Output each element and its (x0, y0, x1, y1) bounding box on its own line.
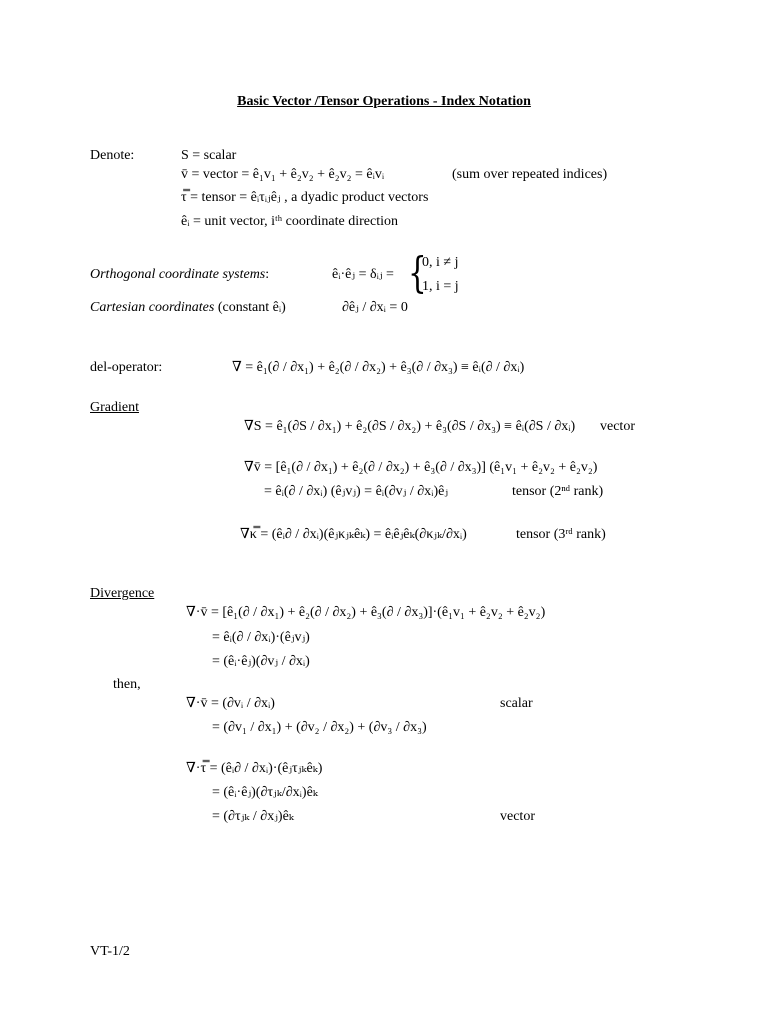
del-label: del-operator: (90, 360, 163, 375)
vector-definition: v̄ = vector = ê₁v₁ + ê₂v₂ + ê₂v₂ = êᵢvᵢ (181, 167, 385, 182)
tensor-definition: τ̿ = tensor = êᵢτᵢⱼêⱼ , a dyadic product vectors (181, 190, 429, 205)
gradient-heading: Gradient (90, 400, 139, 415)
divergence-heading: Divergence (90, 586, 155, 601)
divergence-tensor: ∇·τ̿ = (êᵢ∂ / ∂xᵢ)·(êⱼτⱼₖêₖ) (186, 761, 323, 776)
gradient-scalar-note: vector (600, 419, 635, 434)
kronecker-case-zero: 0, i ≠ j (422, 255, 459, 270)
then-label: then, (113, 677, 141, 692)
summation-note: (sum over repeated indices) (452, 167, 608, 182)
cartesian-note: (constant êᵢ) (217, 300, 286, 315)
gradient-vector: ∇v̄ = [ê₁(∂ / ∂x₁) + ê₂(∂ / ∂x₂) + ê₃(∂ / ∂x₃)] (ê₁v₁ + ê₂v₂ + ê₂v₂) (244, 460, 598, 475)
gradient-vector-note: tensor (2ⁿᵈ rank) (512, 484, 604, 499)
cases-brace: { (408, 248, 427, 297)
cartesian-expression: ∂êⱼ / ∂xᵢ = 0 (342, 300, 408, 315)
gradient-scalar: ∇S = ê₁(∂S / ∂x₁) + ê₂(∂S / ∂x₂) + ê₃(∂S / ∂x₃) ≡ êᵢ(∂S / ∂xᵢ) (244, 419, 576, 434)
scalar-definition: S = scalar (181, 148, 237, 163)
unit-vector-definition: êᵢ = unit vector, iᵗʰ coordinate direction (181, 214, 399, 229)
gradient-tensor: ∇κ̿ = (êᵢ∂ / ∂xᵢ)(êⱼκⱼₖêₖ) = êᵢêⱼêₖ(∂κⱼₖ/∂xᵢ) (240, 527, 467, 542)
orthogonal-label: Orthogonal coordinate systems: (90, 267, 270, 282)
gradient-tensor-note: tensor (3ʳᵈ rank) (516, 527, 606, 542)
cartesian-label: Cartesian coordinates (90, 300, 215, 315)
divergence-tensor-note: vector (500, 809, 535, 824)
divergence-line-1: ∇·v̄ = [ê₁(∂ / ∂x₁) + ê₂(∂ / ∂x₂) + ê₃(∂ / ∂x₃)]·(ê₁v₁ + ê₂v₂ + ê₂v₂) (186, 605, 546, 620)
divergence-vector: ∇·v̄ = (∂vᵢ / ∂xᵢ) (186, 696, 275, 711)
kronecker-case-one: 1, i = j (422, 279, 459, 294)
gradient-vector-result: = êᵢ(∂ / ∂xᵢ) (êⱼvⱼ) = êᵢ(∂vⱼ / ∂xᵢ)êⱼ (264, 484, 449, 499)
divergence-vector-note: scalar (500, 696, 533, 711)
page-footer: VT-1/2 (90, 944, 130, 959)
divergence-vector-expanded: = (∂v₁ / ∂x₁) + (∂v₂ / ∂x₂) + (∂v₃ / ∂x₃) (212, 720, 427, 735)
divergence-line-2: = êᵢ(∂ / ∂xᵢ)·(êⱼvⱼ) (212, 630, 310, 645)
divergence-line-3: = (êᵢ·êⱼ)(∂vⱼ / ∂xᵢ) (212, 654, 310, 669)
kronecker-delta-lhs: êᵢ·êⱼ = δᵢⱼ = (332, 267, 394, 282)
page-title: Basic Vector /Tensor Operations - Index Notation (237, 94, 531, 109)
divergence-tensor-result: = (∂τⱼₖ / ∂xⱼ)êₖ (212, 809, 294, 824)
cartesian-line (90, 300, 286, 316)
divergence-tensor-step: = (êᵢ·êⱼ)(∂τⱼₖ/∂xᵢ)êₖ (212, 785, 318, 800)
denote-label: Denote: (90, 148, 135, 163)
del-expression: ∇ = ê₁(∂ / ∂x₁) + ê₂(∂ / ∂x₂) + ê₃(∂ / ∂x₃) ≡ êᵢ(∂ / ∂xᵢ) (232, 360, 525, 375)
